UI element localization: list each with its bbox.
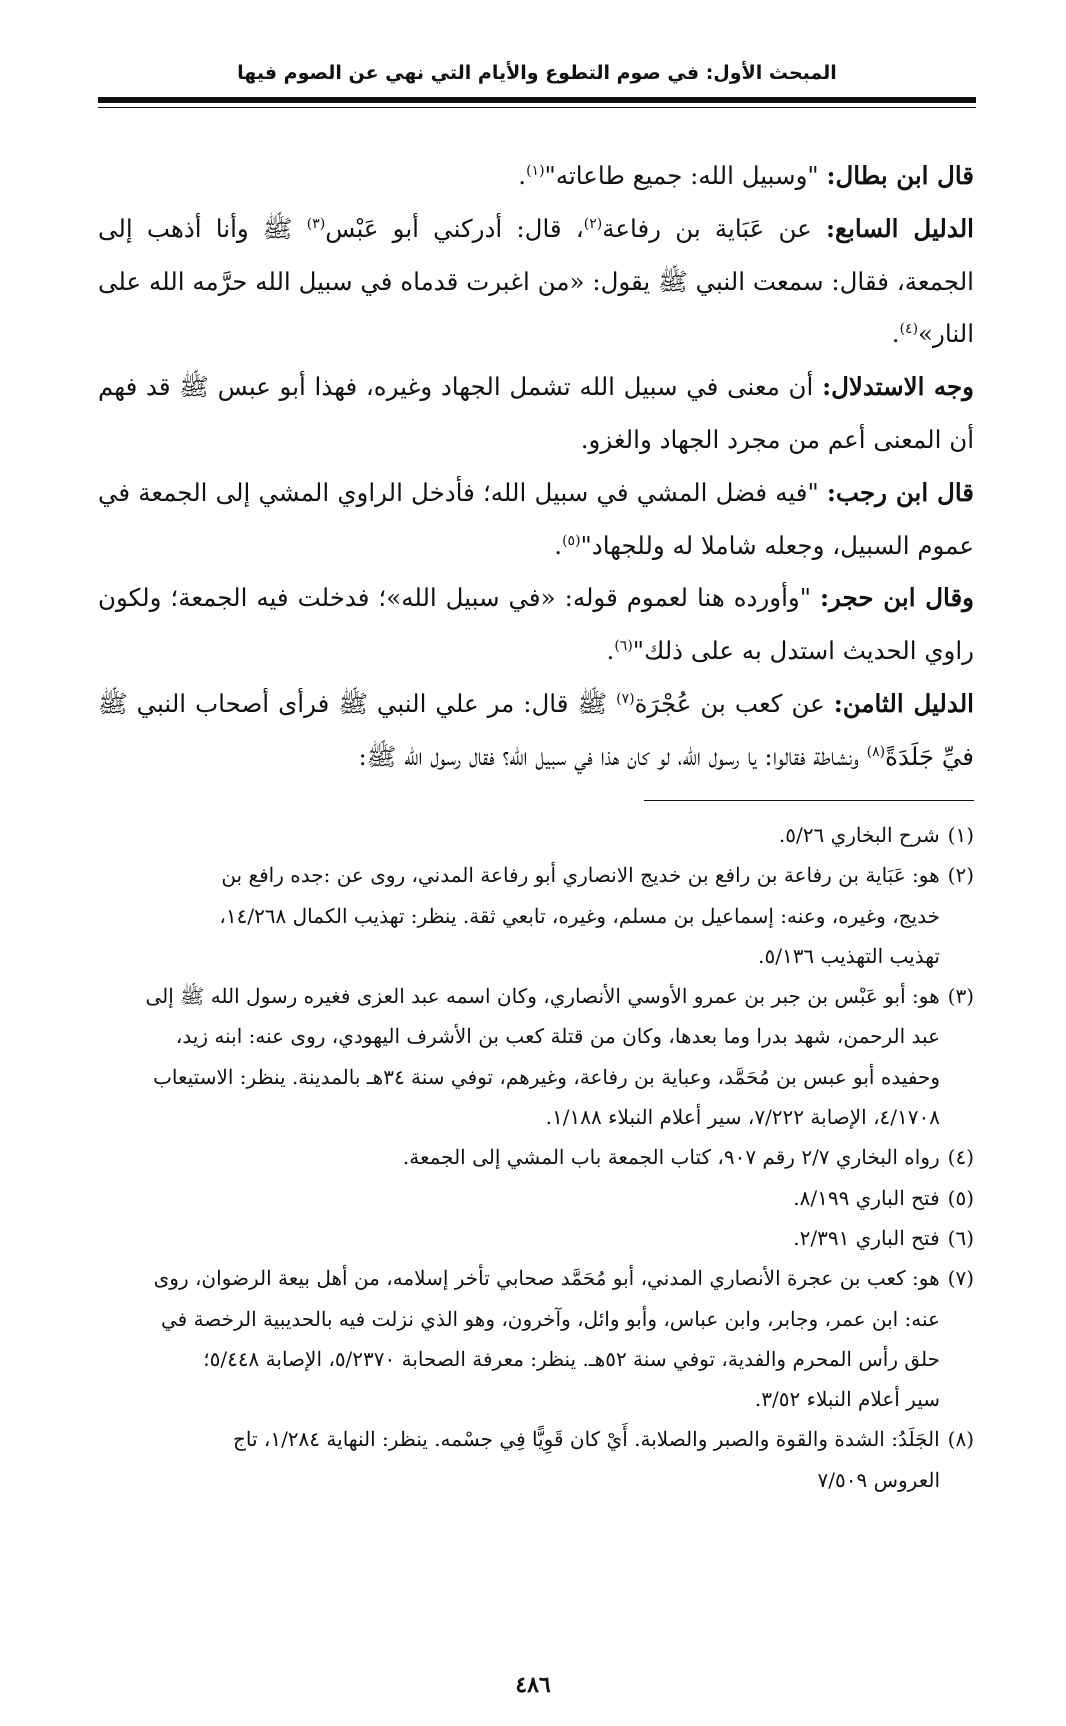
- footnote-number: (٤): [947, 1145, 974, 1170]
- footnote-number: (٨): [947, 1427, 974, 1452]
- paragraph-lead: قال ابن بطال:: [826, 161, 974, 190]
- footnote-1: (١) شرح البخاري ٥/٢٦.: [98, 815, 974, 855]
- footnote-7-line: حلق رأس المحرم والفدية، توفي سنة ٥٢هـ. ينظر: معرفة الصحابة ٥/٢٣٧٠، الإصابة ٥/٤٤٨؛: [203, 1346, 940, 1371]
- paragraph-eighth-evidence: الدليل الثامن: عن كعب بن عُجْرَة$^{(٧)}$ ﷺ قال: مر علي النبي ﷺ فرأى أصحاب النبي ﷺ فيِّ جَلَدَةً$^{(٨)}$ ونشاطة فقالوا: يا رسول الله، لو كان هذا في سبيل الله؟ فقال رسول الله ﷺ:: [98, 688, 974, 771]
- footnote-7: (٧) هو: كعب بن عجرة الأنصاري المدني، أبو مُحَمَّد صحابي تأخر إسلامه، من أهل بيعة الرضوان، روى: [98, 1258, 974, 1298]
- paragraph-lead: وقال ابن حجر:: [820, 583, 975, 613]
- running-header: المبحث الأول: في صوم التطوع والأيام التي نهي عن الصوم فيها: [237, 62, 837, 84]
- footnote-ref: (٨): [866, 743, 886, 760]
- paragraph-lead: قال ابن رجب:: [826, 477, 974, 507]
- footnote-3-line: عبد الرحمن، شهد بدرا وما بعدها، وكان من قتلة كعب بن الأشرف اليهودي، روى عنه: ابنه زيد،: [175, 1024, 940, 1049]
- footnote-ref: (٥): [562, 532, 581, 549]
- paragraph-ibn-hajar: وقال ابن حجر: "وأورده هنا لعموم قوله: «في سبيل الله»؛ فدخلت فيه الجمعة؛ ولكون راوي الحديث استدل به على ذلك"$^{(٦)}$.: [98, 583, 975, 666]
- paragraph-inference: وجه الاستدلال: أن معنى في سبيل الله تشمل الجهاد وغيره، فهذا أبو عبس ﷺ قد فهم أن المعنى أعم من مجرد الجهاد والغزو.: [98, 372, 974, 454]
- footnote-7-line: سير أعلام النبلاء ٣/٥٢.: [754, 1387, 940, 1412]
- footnotes: [98, 815, 974, 1500]
- footnote-ref: (١): [526, 162, 545, 179]
- footnote-8: (٨) الجَلَدُ: الشدة والقوة والصبر والصلابة. أَيْ كان قَوِيًّا فِي جسْمه. ينظر: النهاية ١/٢٨٤، تاج: [98, 1419, 974, 1459]
- paragraph-ibn-battal: قال ابن بطال: "وسبيل الله: جميع طاعاته"$^{(١)}$.: [518, 161, 974, 190]
- footnote-ref: (٧): [616, 690, 635, 707]
- main-text: [98, 150, 974, 784]
- footnote-3-line: وحفيده أبو عبس بن مُحَمَّد، وعباية بن رفاعة، وغيرهم، توفي سنة ٣٤هـ بالمدينة. ينظر: الاستيعاب: [153, 1064, 940, 1089]
- footnote-8-line: العروس ٧/٥٠٩: [817, 1467, 940, 1492]
- footnote-3: (٣) هو: أبو عَبْس بن جبر بن عمرو الأوسي الأنصاري، وكان اسمه عبد العزى فغيره رسول الله ﷺ إلى: [98, 976, 974, 1016]
- paragraph-lead: وجه الاستدلال:: [822, 372, 974, 402]
- footnote-2: (٢) هو: عَبَاية بن رفاعة بن رافع بن خديج الانصاري أبو رفاعة المدني، روى عن :جده رافع بن: [98, 855, 974, 895]
- footnote-3-line: ٤/١٧٠٨، الإصابة ٧/٢٢٢، سير أعلام النبلاء ١/١٨٨.: [545, 1105, 940, 1130]
- footnote-ref: (٣): [306, 215, 326, 232]
- footnote-number: (٦): [947, 1225, 974, 1250]
- page-number: ٤٨٦: [515, 1672, 551, 1698]
- footnote-5: (٥) فتح الباري ٨/١٩٩.: [98, 1178, 974, 1218]
- footnote-number: (٣): [947, 984, 974, 1009]
- footnote-ref: (٢): [583, 215, 603, 232]
- paragraph-seventh-evidence: الدليل السابع: عن عَبَاية بن رفاعة$^{(٢)}$، قال: أدركني أبو عَبْس$^{(٣)}$ ﷺ وأنا أذهب إلى الجمعة، فقال: سمعت النبي ﷺ يقول: «من اغبرت قدماه في سبيل الله حرَّمه الله على النار»$^{(٤)}$.: [98, 213, 974, 349]
- footnote-7-line: عنه: ابن عمر، وجابر، وابن عباس، وأبو وائل، وآخرون، وهو الذي نزلت فيه بالحديبية الرخصة في: [160, 1306, 940, 1331]
- paragraph-lead: الدليل الثامن:: [833, 688, 974, 718]
- header-thick-rule: [98, 97, 976, 103]
- footnote-2-line: خديج، وغيره، وعنه: إسماعيل بن مسلم، وغيره، تابعي ثقة. ينظر: تهذيب الكمال ١٤/٢٦٨،: [219, 903, 940, 928]
- footnote-number: (٢): [947, 863, 974, 888]
- footnote-separator: [644, 800, 974, 801]
- footnote-4: (٤) رواه البخاري ٢/٧ رقم ٩٠٧، كتاب الجمعة باب المشي إلى الجمعة.: [98, 1137, 974, 1177]
- footnote-number: (١): [947, 823, 974, 847]
- footnote-ref: (٦): [614, 638, 633, 655]
- footnote-ref: (٤): [899, 321, 919, 338]
- header-thin-rule: [98, 107, 976, 108]
- footnote-number: (٧): [947, 1266, 974, 1291]
- footnote-2-line: تهذيب التهذيب ٥/١٣٦.: [758, 943, 940, 968]
- paragraph-lead: الدليل السابع:: [825, 213, 974, 243]
- footnote-6: (٦) فتح الباري ٢/٣٩١.: [98, 1218, 974, 1258]
- paragraph-ibn-rajab: قال ابن رجب: "فيه فضل المشي في سبيل الله؛ فأدخل الراوي المشي إلى الجمعة في عموم السبيل، وجعله شاملا له وللجهاد"$^{(٥)}$.: [98, 477, 974, 560]
- footnote-number: (٥): [947, 1185, 974, 1210]
